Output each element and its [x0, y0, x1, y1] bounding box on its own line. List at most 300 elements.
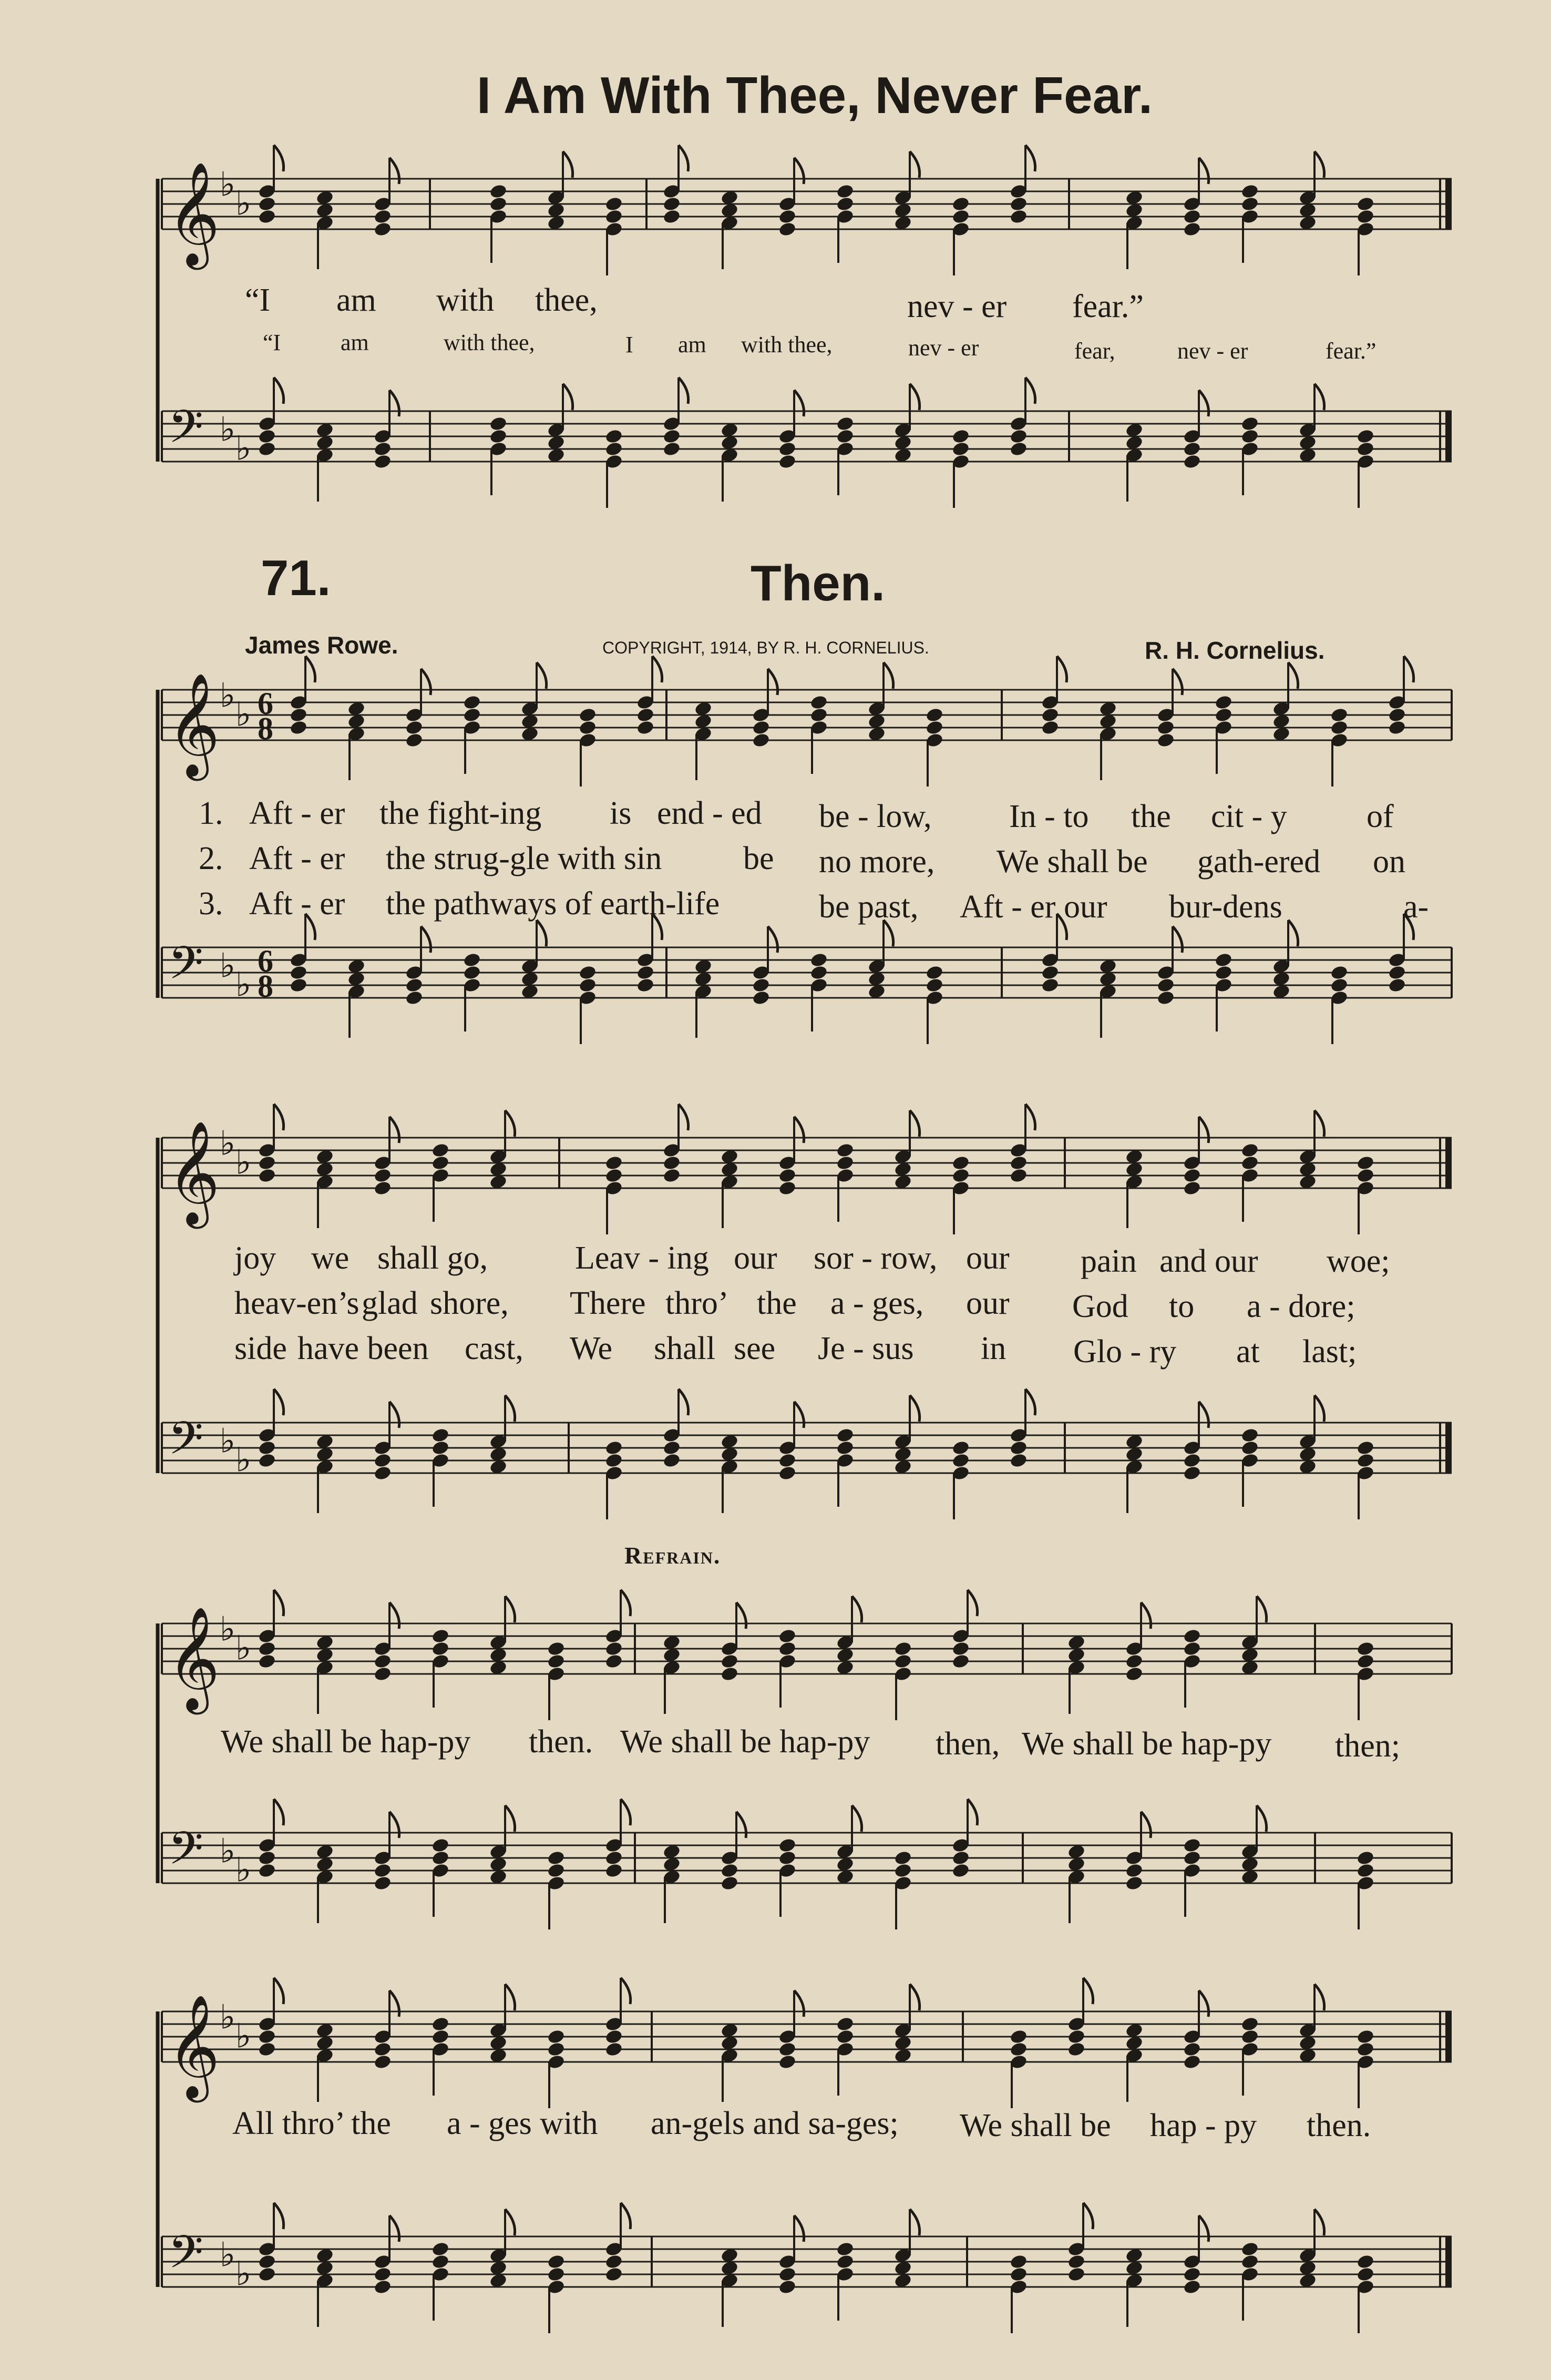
- notehead: [951, 1440, 970, 1456]
- note-flag: [1141, 1812, 1151, 1838]
- notehead: [1125, 1863, 1144, 1879]
- note-flag: [537, 920, 547, 946]
- notehead: [604, 2041, 623, 2058]
- notehead: [778, 441, 797, 457]
- notehead: [373, 1666, 392, 1682]
- flat-sign-icon: ♭: [235, 1851, 252, 1890]
- notehead: [836, 2029, 855, 2045]
- notehead: [893, 1850, 912, 1866]
- notehead: [578, 977, 597, 994]
- notehead: [1183, 1453, 1201, 1469]
- note-flag: [505, 1984, 515, 2010]
- notehead: [373, 2266, 392, 2283]
- notehead: [1183, 1850, 1201, 1866]
- note-flag: [505, 1596, 515, 1622]
- notehead: [258, 428, 276, 445]
- lyric-word: our: [966, 1240, 1010, 1276]
- note-flag: [621, 1590, 631, 1616]
- notehead: [720, 1875, 739, 1892]
- lyric-word: no more,: [819, 844, 935, 880]
- notehead: [720, 1863, 739, 1879]
- note-flag: [505, 1805, 515, 1832]
- notehead: [604, 1850, 623, 1866]
- notehead: [662, 1453, 681, 1469]
- note-flag: [910, 1110, 920, 1137]
- notehead: [1009, 2266, 1028, 2283]
- notehead: [1183, 2279, 1201, 2295]
- lyric-word: with thee,: [741, 332, 833, 357]
- notehead: [547, 2029, 566, 2045]
- hymn-title: Then.: [751, 555, 885, 611]
- lyric-word: Aft - er: [249, 841, 345, 876]
- notehead: [951, 428, 970, 445]
- note-flag: [1199, 158, 1209, 184]
- note-flag: [389, 158, 399, 184]
- notehead: [1240, 2016, 1259, 2032]
- note-flag: [1083, 2203, 1093, 2229]
- notehead: [809, 694, 828, 711]
- time-signature-denominator: 8: [258, 711, 273, 746]
- treble-clef-icon: 𝄞: [167, 1606, 220, 1710]
- notehead: [778, 1168, 797, 1184]
- note-flag: [968, 1590, 978, 1616]
- note-flag: [910, 151, 920, 178]
- notehead: [431, 1142, 450, 1159]
- notehead: [951, 1850, 970, 1866]
- notehead: [604, 1641, 623, 1657]
- lyric-word: to: [1169, 1289, 1195, 1324]
- note-flag: [1025, 1389, 1035, 1415]
- notehead: [752, 732, 771, 749]
- notehead: [836, 2241, 855, 2258]
- notehead: [547, 1850, 566, 1866]
- note-flag: [274, 1590, 284, 1616]
- notehead: [258, 2266, 276, 2283]
- notehead: [489, 196, 508, 212]
- notehead: [373, 1863, 392, 1879]
- notehead: [778, 1465, 797, 1482]
- note-flag: [305, 656, 315, 682]
- notehead: [720, 1653, 739, 1670]
- notehead: [1009, 2029, 1028, 2045]
- note-flag: [389, 1402, 399, 1428]
- final-barline-thick: [1445, 1423, 1452, 1473]
- notehead: [1214, 707, 1233, 723]
- flat-sign-icon: ♭: [235, 965, 252, 1005]
- note-flag: [852, 1805, 862, 1832]
- notehead: [547, 1641, 566, 1657]
- note-flag: [679, 1389, 689, 1415]
- notehead: [1356, 441, 1375, 457]
- note-flag: [274, 145, 284, 171]
- notehead: [1156, 732, 1175, 749]
- lyric-word: We: [570, 1331, 613, 1366]
- lyric-word: We shall be: [960, 2108, 1111, 2143]
- notehead: [1356, 2041, 1375, 2058]
- notehead: [893, 1641, 912, 1657]
- notehead: [1240, 196, 1259, 212]
- notehead: [373, 1453, 392, 1469]
- lyric-word: Glo - ry: [1073, 1334, 1177, 1370]
- notehead: [636, 965, 655, 981]
- lyric-word: am: [678, 332, 706, 357]
- note-flag: [563, 384, 573, 410]
- flat-sign-icon: ♭: [235, 184, 252, 223]
- lyric-word: last;: [1302, 1334, 1357, 1370]
- lyric-word: we: [311, 1240, 350, 1276]
- notehead: [604, 1653, 623, 1670]
- notehead: [1067, 2041, 1086, 2058]
- lyric-word: then,: [936, 1726, 1000, 1762]
- notehead: [778, 1850, 797, 1866]
- lyric-word: on: [1373, 844, 1405, 880]
- treble-clef-icon: 𝄞: [167, 161, 220, 265]
- notehead: [893, 1653, 912, 1670]
- note-flag: [794, 158, 804, 184]
- final-barline-thick: [1445, 2011, 1452, 2062]
- notehead: [547, 2254, 566, 2270]
- note-flag: [1057, 656, 1067, 682]
- lyric-word: fear.”: [1072, 289, 1144, 324]
- note-flag: [794, 1990, 804, 2017]
- notehead: [604, 428, 623, 445]
- lyric-word: 3.: [199, 886, 223, 922]
- note-flag: [1199, 2215, 1209, 2242]
- composer-credit: R. H. Cornelius.: [1145, 637, 1325, 664]
- note-flag: [1173, 926, 1183, 953]
- notehead: [1388, 977, 1406, 994]
- note-flag: [389, 390, 399, 416]
- previous-hymn-title: I Am With Thee, Never Fear.: [476, 66, 1153, 124]
- notehead: [258, 1641, 276, 1657]
- note-flag: [389, 1990, 399, 2017]
- notehead: [373, 209, 392, 225]
- notehead: [431, 2241, 450, 2258]
- notehead: [604, 2266, 623, 2283]
- time-signature-numerator: 6: [258, 944, 273, 978]
- notehead: [604, 209, 623, 225]
- flat-sign-icon: ♭: [220, 1610, 236, 1649]
- notehead: [951, 1863, 970, 1879]
- note-flag: [1257, 1805, 1267, 1832]
- notehead: [662, 1440, 681, 1456]
- notehead: [778, 1180, 797, 1197]
- bass-clef-icon: 𝄢: [168, 2225, 203, 2290]
- notehead: [431, 2254, 450, 2270]
- lyric-word: sor - row,: [814, 1240, 938, 1276]
- lyric-word: the strug-gle with sin: [386, 841, 662, 876]
- flat-sign-icon: ♭: [235, 1143, 252, 1182]
- notehead: [1156, 990, 1175, 1006]
- notehead: [431, 1641, 450, 1657]
- notehead: [752, 977, 771, 994]
- note-flag: [652, 656, 662, 682]
- flat-sign-icon: ♭: [235, 1629, 252, 1668]
- notehead: [1183, 221, 1201, 238]
- lyric-word: end - ed: [657, 795, 762, 831]
- notehead: [1214, 952, 1233, 968]
- notehead: [405, 977, 424, 994]
- flat-sign-icon: ♭: [235, 1441, 252, 1480]
- note-flag: [1314, 1395, 1324, 1422]
- note-flag: [910, 1395, 920, 1422]
- lyric-word: an-gels and sa-ges;: [651, 2106, 899, 2141]
- lyric-word: shore,: [430, 1285, 509, 1321]
- notehead: [1183, 1641, 1201, 1657]
- notehead: [373, 2041, 392, 2058]
- notehead: [1009, 209, 1028, 225]
- notehead: [752, 720, 771, 736]
- flat-sign-icon: ♭: [220, 1998, 236, 2037]
- lyric-word: then.: [1307, 2108, 1371, 2143]
- notehead: [836, 1427, 855, 1444]
- notehead: [289, 977, 308, 994]
- note-flag: [852, 1596, 862, 1622]
- note-flag: [274, 1104, 284, 1130]
- note-flag: [1083, 1978, 1093, 2004]
- notehead: [604, 1453, 623, 1469]
- notehead: [1356, 2029, 1375, 2045]
- lyric-word: I: [625, 332, 633, 357]
- notehead: [1183, 1837, 1201, 1854]
- notehead: [431, 1850, 450, 1866]
- flat-sign-icon: ♭: [235, 2254, 252, 2294]
- notehead: [778, 1641, 797, 1657]
- note-flag: [1314, 2209, 1324, 2235]
- notehead: [1009, 2254, 1028, 2270]
- final-barline-thick: [1445, 1138, 1452, 1188]
- lyric-word: 2.: [199, 841, 223, 876]
- lyric-word: heav-en’s: [234, 1285, 359, 1321]
- lyric-word: gath-ered: [1197, 844, 1321, 880]
- time-signature-numerator: 6: [258, 686, 273, 721]
- notehead: [809, 707, 828, 723]
- lyric-word: in: [981, 1331, 1006, 1366]
- final-barline-thick: [1445, 411, 1452, 462]
- note-flag: [1199, 1117, 1209, 1143]
- notehead: [1330, 707, 1349, 723]
- notehead: [604, 1863, 623, 1879]
- notehead: [604, 441, 623, 457]
- note-flag: [505, 2209, 515, 2235]
- notehead: [752, 990, 771, 1006]
- lyric-word: All thro’ the: [232, 2106, 391, 2141]
- notehead: [258, 1453, 276, 1469]
- lyric-word: be - low,: [819, 799, 932, 834]
- notehead: [1009, 1440, 1028, 1456]
- notehead: [289, 720, 308, 736]
- notehead: [1240, 428, 1259, 445]
- notehead: [1009, 2041, 1028, 2058]
- notehead: [662, 441, 681, 457]
- notehead: [258, 1850, 276, 1866]
- notehead: [951, 209, 970, 225]
- notehead: [258, 441, 276, 457]
- notehead: [1067, 2029, 1086, 2045]
- notehead: [258, 209, 276, 225]
- note-flag: [1199, 1990, 1209, 2017]
- lyric-word: of: [1367, 799, 1394, 834]
- notehead: [778, 454, 797, 470]
- notehead: [662, 1168, 681, 1184]
- notehead: [1009, 1168, 1028, 1184]
- notehead: [373, 1168, 392, 1184]
- notehead: [836, 196, 855, 212]
- notehead: [373, 441, 392, 457]
- note-flag: [1314, 151, 1324, 178]
- notehead: [925, 720, 944, 736]
- notehead: [289, 707, 308, 723]
- flat-sign-icon: ♭: [220, 676, 236, 716]
- notehead: [836, 2016, 855, 2032]
- notehead: [809, 965, 828, 981]
- note-flag: [274, 1799, 284, 1825]
- note-flag: [679, 377, 689, 404]
- notehead: [1183, 2266, 1201, 2283]
- note-flag: [910, 2209, 920, 2235]
- note-flag: [274, 1978, 284, 2004]
- note-flag: [1173, 669, 1183, 695]
- lyric-word: have been: [297, 1331, 429, 1366]
- note-flag: [1404, 656, 1414, 682]
- notehead: [836, 416, 855, 432]
- notehead: [1183, 1180, 1201, 1197]
- notehead: [1041, 720, 1060, 736]
- notehead: [1356, 1850, 1375, 1866]
- note-flag: [1314, 1110, 1324, 1137]
- lyric-word: and our: [1159, 1243, 1258, 1279]
- notehead: [431, 1155, 450, 1171]
- notehead: [604, 2029, 623, 2045]
- notehead: [1041, 707, 1060, 723]
- lyric-word: Aft - er: [960, 889, 1056, 925]
- lyric-word: am: [341, 330, 369, 355]
- notehead: [1125, 1666, 1144, 1682]
- notehead: [662, 196, 681, 212]
- notehead: [489, 428, 508, 445]
- copyright-notice: COPYRIGHT, 1914, BY R. H. CORNELIUS.: [602, 638, 929, 657]
- note-flag: [736, 1812, 746, 1838]
- notehead: [778, 1453, 797, 1469]
- note-flag: [1025, 1104, 1035, 1130]
- notehead: [836, 428, 855, 445]
- notehead: [1183, 209, 1201, 225]
- notehead: [1214, 694, 1233, 711]
- notehead: [258, 1168, 276, 1184]
- flat-sign-icon: ♭: [220, 946, 236, 986]
- notehead: [258, 1653, 276, 1670]
- notehead: [578, 707, 597, 723]
- note-flag: [621, 2203, 631, 2229]
- lyric-word: God: [1072, 1289, 1128, 1324]
- notehead: [1240, 416, 1259, 432]
- lyric-word: a - dore;: [1247, 1289, 1355, 1324]
- notehead: [925, 965, 944, 981]
- flat-sign-icon: ♭: [235, 2017, 252, 2056]
- lyric-word: our: [1064, 889, 1107, 925]
- notehead: [1240, 1155, 1259, 1171]
- lyric-word: There: [570, 1285, 646, 1321]
- notehead: [489, 416, 508, 432]
- note-flag: [794, 2215, 804, 2242]
- notehead: [1356, 1155, 1375, 1171]
- notehead: [373, 2279, 392, 2295]
- notehead: [809, 952, 828, 968]
- notehead: [604, 1440, 623, 1456]
- note-flag: [389, 1812, 399, 1838]
- note-flag: [794, 390, 804, 416]
- notehead: [836, 183, 855, 200]
- lyric-word: the fight-ing: [379, 795, 542, 831]
- note-flag: [794, 1117, 804, 1143]
- notehead: [604, 2254, 623, 2270]
- notehead: [289, 965, 308, 981]
- notehead: [925, 707, 944, 723]
- lyric-word: is: [610, 795, 632, 831]
- lyric-word: pain: [1081, 1243, 1137, 1279]
- notehead: [463, 707, 481, 723]
- final-barline-thick: [1445, 2236, 1452, 2287]
- notehead: [373, 454, 392, 470]
- notehead: [1214, 965, 1233, 981]
- notehead: [1009, 428, 1028, 445]
- notehead: [1240, 2029, 1259, 2045]
- notehead: [431, 1440, 450, 1456]
- notehead: [604, 1155, 623, 1171]
- lyric-word: joy: [234, 1240, 276, 1276]
- note-flag: [1025, 145, 1035, 171]
- notehead: [578, 965, 597, 981]
- notehead: [547, 2266, 566, 2283]
- notehead: [1156, 720, 1175, 736]
- notehead: [431, 1837, 450, 1854]
- notehead: [1009, 441, 1028, 457]
- notehead: [1240, 2241, 1259, 2258]
- bass-clef-icon: 𝄢: [168, 1412, 203, 1476]
- notehead: [1183, 2054, 1201, 2070]
- notehead: [1183, 441, 1201, 457]
- notehead: [258, 196, 276, 212]
- notehead: [778, 2266, 797, 2283]
- note-flag: [1141, 1602, 1151, 1629]
- note-flag: [421, 669, 431, 695]
- time-signature-denominator: 8: [258, 969, 273, 1004]
- note-flag: [1288, 662, 1298, 689]
- bass-clef-icon: 𝄢: [168, 1822, 203, 1886]
- lyric-word: Aft - er: [249, 795, 345, 831]
- lyric-word: the: [757, 1285, 797, 1321]
- notehead: [547, 1863, 566, 1879]
- lyric-word: shall: [654, 1331, 716, 1366]
- note-flag: [274, 377, 284, 404]
- lyric-word: thro’: [665, 1285, 729, 1321]
- notehead: [1067, 2266, 1086, 2283]
- notehead: [1330, 720, 1349, 736]
- notehead: [636, 707, 655, 723]
- lyric-word: with: [436, 282, 495, 318]
- lyric-word: at: [1236, 1334, 1260, 1370]
- note-flag: [884, 662, 893, 689]
- note-flag: [389, 2215, 399, 2242]
- notehead: [431, 1628, 450, 1644]
- notehead: [836, 1142, 855, 1159]
- lyric-word: a - ges with: [447, 2106, 598, 2141]
- notehead: [1009, 196, 1028, 212]
- notehead: [258, 2041, 276, 2058]
- note-flag: [1199, 1402, 1209, 1428]
- notehead: [373, 221, 392, 238]
- notehead: [1240, 2254, 1259, 2270]
